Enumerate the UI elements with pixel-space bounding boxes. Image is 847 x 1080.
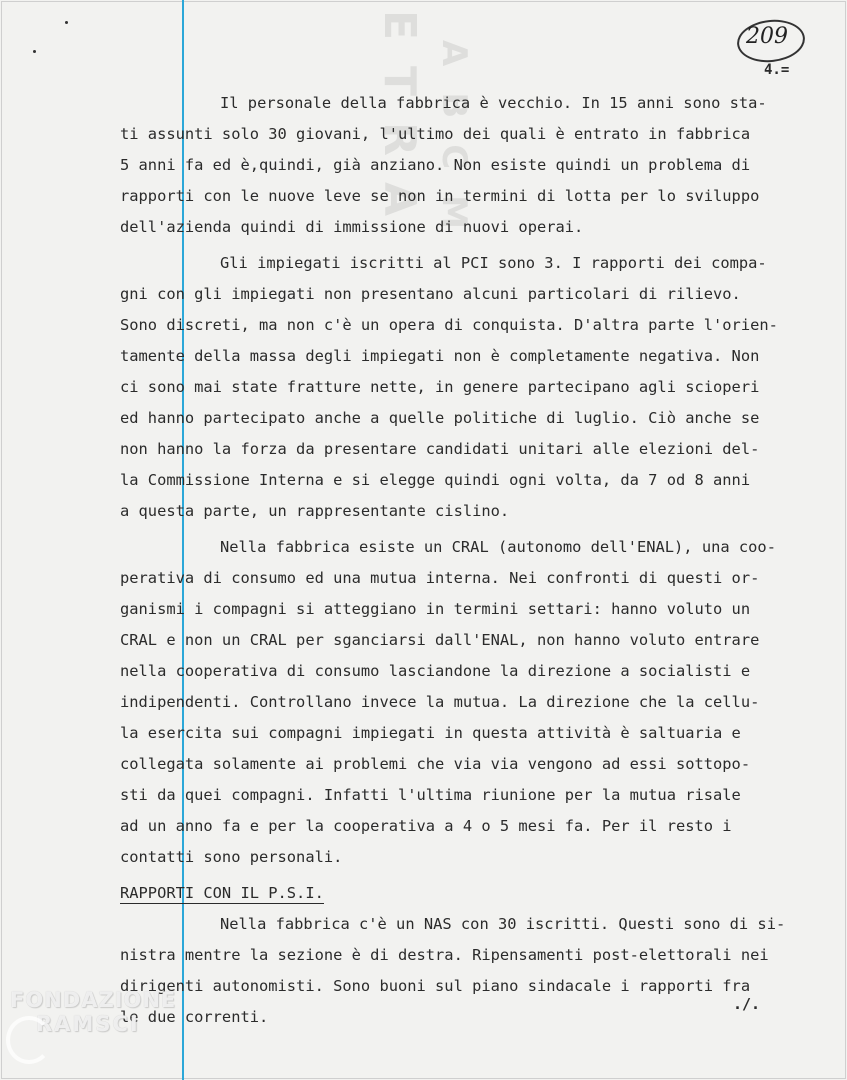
text-line: gni con gli impiegati non presentano alcuni particolari di rilievo. (120, 285, 741, 303)
text-line: ed hanno partecipato anche a quelle politiche di luglio. Ciò anche se (120, 409, 760, 427)
text-line: contatti sono personali. (120, 848, 343, 866)
speck (65, 21, 68, 24)
text-line: ci sono mai state fratture nette, in genere partecipano agli scioperi (120, 378, 760, 396)
text-line: collegata solamente ai problemi che via via vengono ad essi sottopo- (120, 755, 751, 773)
text-line: non hanno la forza da presentare candidati unitari alle elezioni del- (120, 440, 760, 458)
paragraph-2 (120, 248, 820, 527)
text-line: Gli impiegati iscritti al PCI sono 3. I rapporti dei compa- (220, 254, 767, 272)
text-line: 5 anni fa ed è,quindi, già anziano. Non esiste quindi un problema di (120, 156, 751, 174)
text-line: a questa parte, un rappresentante cislino. (120, 502, 510, 520)
text-line: la esercita sui compagni impiegati in questa attività è saltuaria e (120, 724, 741, 742)
text-line: ad un anno fa e per la cooperativa a 4 o 5 mesi fa. Per il resto i (120, 817, 732, 835)
text-line: la Commissione Interna e si elegge quindi ogni volta, da 7 od 8 anni (120, 471, 751, 489)
paragraph-3 (120, 532, 820, 873)
text-line: indipendenti. Controllano invece la mutua. La direzione che la cellu- (120, 693, 760, 711)
page-number: 4.= (764, 62, 790, 78)
text-line: rapporti con le nuove leve se non in termini di lotta per lo sviluppo (120, 187, 760, 205)
text-line: tamente della massa degli impiegati non è completamente negativa. Non (120, 347, 760, 365)
text-line: nella cooperativa di consumo lasciandone la direzione a socialisti e (120, 662, 751, 680)
text-line: Il personale della fabbrica è vecchio. In 15 anni sono sta- (220, 94, 767, 112)
speck (33, 50, 36, 53)
text-line: dell'azienda quindi di immissione di nuovi operai. (120, 218, 584, 236)
logo-line-1: FONDAZIONE (10, 988, 177, 1012)
g-ring-icon (6, 1016, 52, 1064)
handwritten-page-number: 209 (746, 24, 788, 49)
section-heading-text: RAPPORTI CON IL P.S.I. (120, 884, 324, 902)
text-line: dirigenti autonomisti. Sono buoni sul piano sindacale i rapporti fra (120, 977, 751, 995)
text-line: Nella fabbrica c'è un NAS con 30 iscritti. Questi sono di si- (220, 915, 786, 933)
text-line: nistra mentre la sezione è di destra. Ripensamenti post-elettorali nei (120, 946, 769, 964)
fondazione-gramsci-logo (10, 988, 176, 1036)
text-line: le due correnti. (120, 1008, 269, 1026)
section-heading (120, 878, 820, 909)
text-line: CRAL e non un CRAL per sganciarsi dall'ENAL, non hanno voluto entrare (120, 631, 760, 649)
continuation-mark: ./. (733, 995, 761, 1013)
text-line: ti assunti solo 30 giovani, l'ultimo dei quali è entrato in fabbrica (120, 125, 751, 143)
watermark: ETRA ABCM (374, 10, 474, 256)
document-body (120, 88, 820, 1038)
paragraph-4 (120, 909, 820, 1033)
text-line: perativa di consumo ed una mutua interna. Nei confronti di questi or- (120, 569, 760, 587)
paragraph-1 (120, 88, 820, 243)
text-line: Sono discreti, ma non c'è un opera di conquista. D'altra parte l'orien- (120, 316, 778, 334)
logo-line-2 (36, 1012, 176, 1036)
text-line: sti da quei compagni. Infatti l'ultima riunione per la mutua risale (120, 786, 741, 804)
text-line: ganismi i compagni si atteggiano in termini settari: hanno voluto un (120, 600, 751, 618)
text-line: Nella fabbrica esiste un CRAL (autonomo dell'ENAL), una coo- (220, 538, 776, 556)
logo-line-2-text: RAMSCI (36, 1012, 140, 1036)
